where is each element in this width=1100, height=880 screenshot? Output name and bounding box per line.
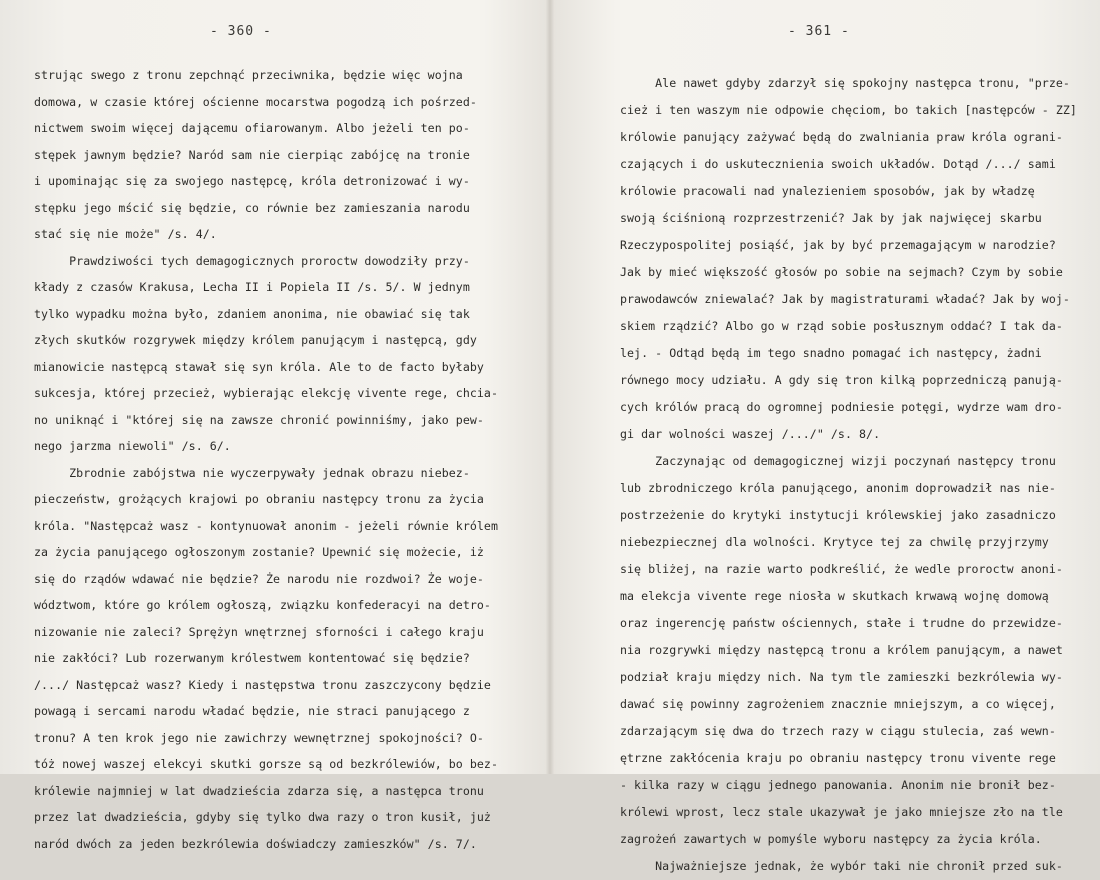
text-line: naród dwóch za jeden bezkrólewia doświadczy zamieszków" /s. 7/. (34, 836, 477, 851)
text-line: postrzeżenie do krytyki instytucji królewskiej jako zasadniczo (620, 508, 1056, 522)
text-line: za życia panującego ogłoszonym zostanie? Upewnić się możecie, iż (34, 545, 484, 559)
page-number: - 360 - (210, 24, 272, 39)
text-line: cież i ten waszym nie odpowie chęciom, bo takich [następców - ZZ] (620, 103, 1077, 117)
text-line: prawodawców zniewalać? Jak by magistraturami władać? Jak by woj- (620, 292, 1070, 306)
text-line: króla. "Następcaż wasz - kontynuował anonim - jeżeli równie królem (34, 518, 498, 533)
text-line: kłady z czasów Krakusa, Lecha II i Popiela II /s. 5/. W jednym (34, 280, 470, 294)
text-line: - kilka razy w ciągu jednego panowania. Anonim nie bronił bez- (620, 778, 1056, 792)
text-line: pieczeństw, grożących krajowi po obraniu następcy tronu za życia (34, 492, 484, 506)
text-line: lub zbrodniczego króla panującego, anonim doprowadził nas nie- (620, 481, 1056, 495)
text-line: nie zakłóci? Lub rozerwanym królestwem kontentować się będzie? (34, 651, 470, 665)
text-line: Jak by mieć większość głosów po sobie na sejmach? Czym by sobie (620, 265, 1063, 279)
text-line: się do rządów wdawać nie będzie? Że narodu nie rozdwoi? Że woje- (34, 571, 484, 586)
text-line: mianowicie następcą stawał się syn króla. Ale to de facto byłaby (34, 359, 484, 374)
text-line: nego jarzma niewoli" /s. 6/. (34, 439, 231, 453)
text-line: Zbrodnie zabójstwa nie wyczerpywały jednak obrazu niebez- (34, 465, 470, 480)
text-line: skiem rządzić? Albo go w rząd sobie posłusznym oddać? I tak da- (620, 319, 1063, 333)
text-line: równego mocy udziału. A gdy się tron kilką poprzedniczą panują- (620, 373, 1063, 387)
page-text (620, 70, 1095, 880)
text-line: swoją ściśnioną rozprzestrzenić? Jak by jak najwięcej skarbu (620, 211, 1042, 225)
text-line: wództwom, które go królem ogłoszą, związku konfederacyi na detro- (34, 598, 491, 612)
text-line: Prawdziwości tych demagogicznych proroctw dowodziły przy- (34, 253, 470, 268)
text-line: powagą i sercami narodu władać będzie, nie straci panującego z (34, 704, 470, 718)
page-text (34, 62, 534, 857)
text-line: królewie najmniej w lat dwadzieścia zdarza się, a następca tronu (34, 783, 484, 798)
right-page (550, 0, 1100, 873)
text-line: przez lat dwadzieścia, gdyby się tylko dwa razy o tron kusił, już (34, 810, 491, 824)
text-line: nictwem swoim więcej dającemu ofiarowanym. Albo jeżeli ten po- (34, 121, 470, 135)
text-line: Najważniejsze jednak, że wybór taki nie chronił przed suk- (620, 859, 1063, 873)
text-line: no uniknąć i "której się na zawsze chronić powinniśmy, jako pew- (34, 412, 484, 427)
text-line: zagrożeń zawartych w pomyśle wyboru następcy za życia króla. (620, 832, 1042, 846)
text-line: dawać się powinny zagrożeniem znacznie mniejszym, a co więcej, (620, 697, 1056, 711)
text-line: Ale nawet gdyby zdarzył się spokojny następca tronu, "prze- (620, 76, 1070, 90)
text-line: się bliżej, na razie warto podkreślić, że wedle proroctw anoni- (620, 562, 1063, 576)
text-line: złych skutków rozgrywek między królem panującym i następcą, gdy (34, 333, 477, 347)
text-line: gi dar wolności waszej /.../" /s. 8/. (620, 427, 881, 441)
text-line: zdarzającym się dwa do trzech razy w ciągu stulecia, zaś wewn- (620, 724, 1056, 738)
text-line: ętrzne zakłócenia kraju po obraniu następcy tronu vivente rege (620, 751, 1056, 765)
text-line: królewi wprost, lecz stale ukazywał je jako mniejsze zło na tle (620, 805, 1063, 819)
text-line: /.../ Następcaż wasz? Kiedy i następstwa tronu zaszczycony będzie (34, 677, 491, 692)
text-line: stać się nie może" /s. 4/. (34, 227, 217, 241)
text-line: tronu? A ten krok jego nie zawichrzy wewnętrznej spokojności? O- (34, 730, 484, 745)
text-line: sukcesja, której przecież, wybierając elekcję vivente rege, chcia- (34, 386, 498, 400)
text-line: tóż nowej waszej elekcyi skutki gorsze są od bezkrólewiów, bo bez- (34, 757, 498, 771)
text-line: strując swego z tronu zepchnąć przeciwnika, będzie więc wojna (34, 68, 463, 82)
text-line: królowie panujący zażywać będą do zwalniania praw króla ograni- (620, 130, 1063, 144)
text-line: cych królów pracą do ogromnej podniesie potęgi, wydrze wam dro- (620, 400, 1063, 414)
page-number: - 361 - (788, 24, 850, 39)
text-line: tylko wypadku można było, zdaniem anonima, nie obawiać się tak (34, 306, 470, 321)
text-line: oraz ingerencję państw ościennych, stałe i trudne do przewidze- (620, 616, 1063, 630)
text-line: królowie pracowali nad ynalezieniem sposobów, jak by władzę (620, 184, 1035, 198)
left-page (0, 0, 550, 851)
text-line: Rzeczypospolitej posiąść, jak by być przemagającym w narodzie? (620, 238, 1056, 252)
text-line: nia rozgrywki między następcą tronu a królem panującym, a nawet (620, 643, 1063, 657)
text-line: domowa, w czasie której ościenne mocarstwa pogodzą ich pośrzed- (34, 94, 477, 109)
text-line: stępku jego mścić się będzie, co równie bez zamieszania narodu (34, 200, 470, 215)
text-line: stępek jawnym będzie? Naród sam nie cierpiąc zabójcę na tronie (34, 147, 470, 162)
text-line: i upominając się za swojego następcę, króla detronizować i wy- (34, 174, 470, 188)
text-line: czających i do uskutecznienia swoich układów. Dotąd /.../ sami (620, 157, 1056, 171)
text-line: nizowanie nie zaleci? Sprężyn wnętrznej sforności i całego kraju (34, 624, 484, 639)
text-line: podział kraju między nich. Na tym tle zamieszki bezkrólewia wy- (620, 670, 1063, 684)
text-line: niebezpiecznej dla wolności. Krytyce tej za chwilę przyjrzymy (620, 535, 1049, 549)
text-line: lej. - Odtąd będą im tego snadno pomagać ich następcy, żadni (620, 346, 1042, 360)
text-line: Zaczynając od demagogicznej wizji poczynań następcy tronu (620, 454, 1056, 468)
text-line: ma elekcja vivente rege niosła w skutkach krwawą wojnę domową (620, 589, 1049, 603)
